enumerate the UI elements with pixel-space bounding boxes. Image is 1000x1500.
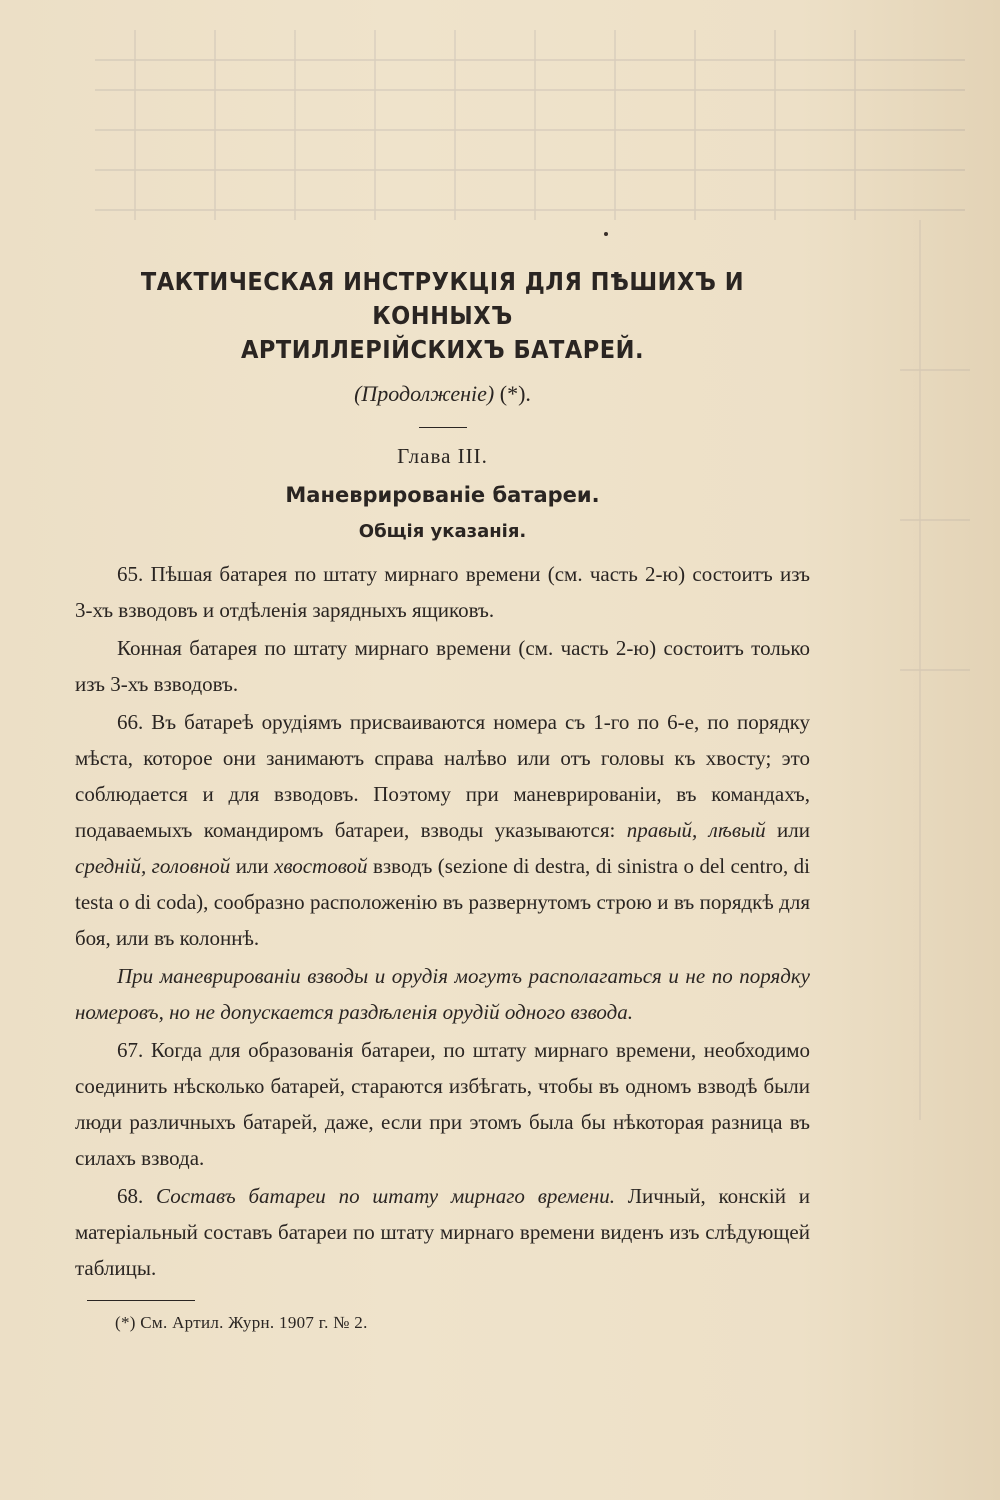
section-heading: Маневрированіе батареи. <box>285 483 600 507</box>
paragraph-68-heading: Составъ батареи по штату мирнаго времени. <box>156 1184 616 1208</box>
paragraph-66 <box>75 704 810 956</box>
article-title <box>75 265 810 367</box>
title-line-1: ТАКТИЧЕСКАЯ ИНСТРУКЦІЯ ДЛЯ ПѢШИХЪ И КОННЫХЪ <box>140 267 745 330</box>
article-body <box>75 265 810 1333</box>
paragraph-68 <box>75 1178 810 1286</box>
chapter-heading: Глава III. <box>397 444 488 468</box>
paragraph-68-text: Личный, конскій и матеріальный составъ батареи по штату мирнаго времени виденъ изъ слѣдующей таблицы. <box>75 1184 810 1280</box>
paragraph-65-horse-battery: Конная батарея по штату мирнаго времени (см. часть 2-ю) состоитъ только изъ 3-хъ взводовъ. <box>75 636 810 696</box>
ink-speck <box>604 232 608 236</box>
paragraph-66-note: При маневрированіи взводы и орудія могутъ располагаться и не по порядку номеровъ, но не допускается раздѣленія орудій одного взвода. <box>75 964 810 1024</box>
paragraph-65: 65. Пѣшая батарея по штату мирнаго времени (см. часть 2-ю) состоитъ изъ 3-хъ взводовъ и отдѣленія зарядныхъ ящиковъ. <box>75 562 810 622</box>
continuation-note <box>75 381 810 407</box>
subsection-heading: Общія указанія. <box>358 521 527 542</box>
paragraph-66-text-b: или <box>765 818 810 842</box>
paragraph-67: 67. Когда для образованія батареи, по штату мирнаго времени, необходимо соединить нѣсколько батарей, стараются избѣгать, чтобы въ одномъ взводѣ были люди различныхъ батарей, даже, если при этомъ была бы нѣкоторая разница въ силахъ взвода. <box>75 1038 810 1170</box>
footnote-divider <box>87 1300 195 1301</box>
title-line-2: АРТИЛЛЕРІЙСКИХЪ БАТАРЕЙ. <box>241 335 644 364</box>
footnote-ref: (*). <box>494 381 531 406</box>
paragraph-68-number: 68. <box>117 1184 157 1208</box>
paragraph-66-italic-1: правый, лѣвый <box>626 818 766 842</box>
paragraph-66-text-c: или <box>230 854 275 878</box>
footnote: (*) См. Артил. Журн. 1907 г. № 2. <box>115 1313 368 1332</box>
continuation-label: (Продолженіе) <box>354 381 495 406</box>
show-through-table <box>95 30 965 220</box>
title-divider <box>419 427 467 428</box>
paragraph-66-text-a: 66. Въ батареѣ орудіямъ присваиваются номера съ 1-го по 6-е, по порядку мѣста, которое они занимаютъ справа налѣво или отъ головы къ хвосту; это соблюдается и для взводовъ. Поэтому при маневрированіи, въ командахъ, подаваемыхъ командиромъ батареи, взводы указываются: <box>75 710 810 842</box>
paragraph-66-text-d: взводъ (sezione di destra, di sinistra o del centro, di testa o di coda), сообразно расположенію въ развернутомъ строю и въ порядкѣ для боя, или въ колоннѣ. <box>75 854 810 950</box>
show-through-margin <box>900 220 970 1120</box>
paragraph-66-italic-3: хвостовой <box>274 854 368 878</box>
paragraph-66-italic-2: средній, головной <box>75 854 231 878</box>
